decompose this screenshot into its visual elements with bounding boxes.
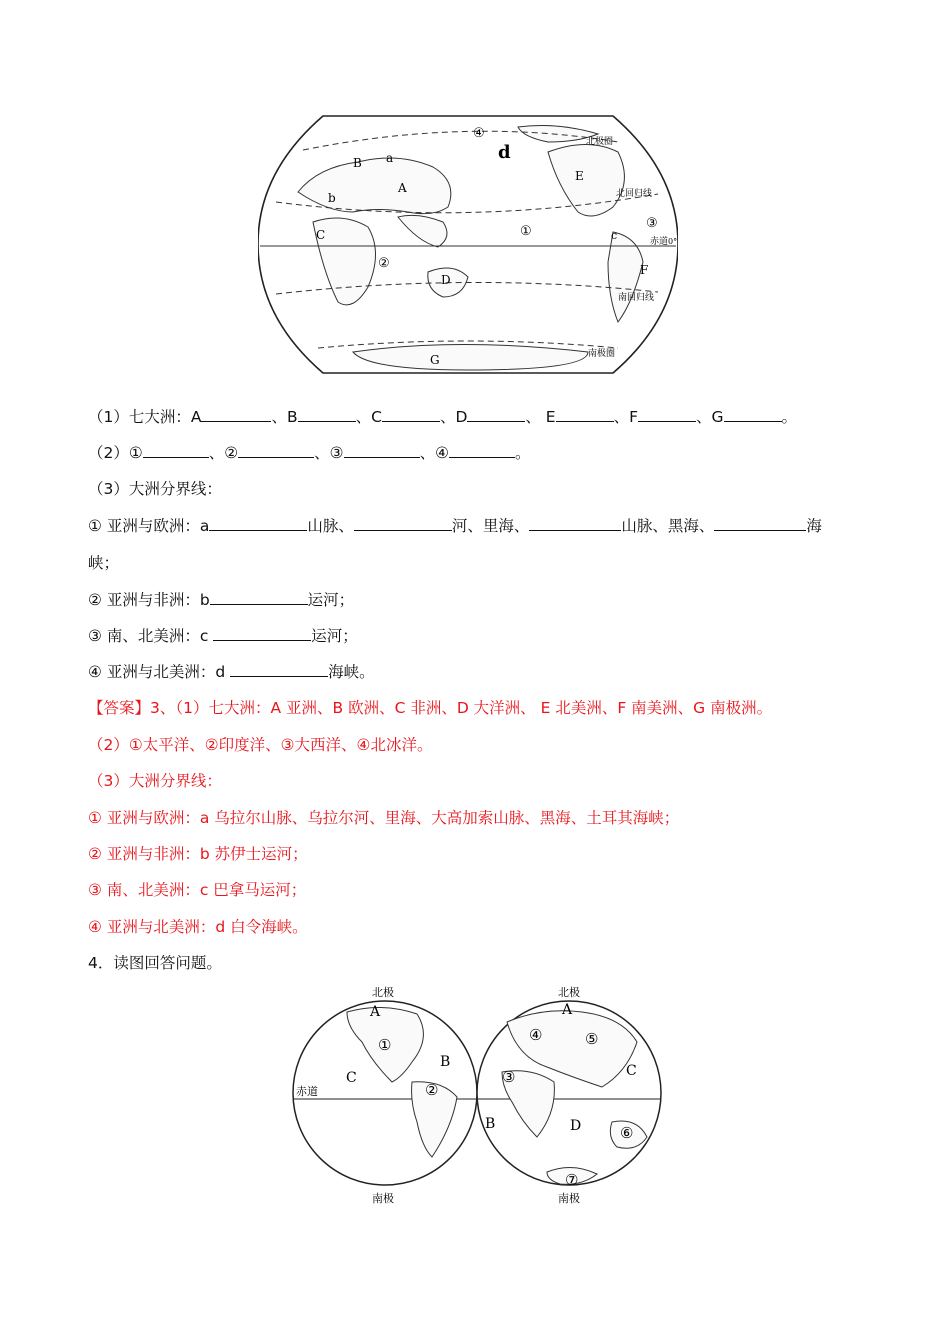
q3-line2: （2）① 、② 、③ 、④ 。 [88,444,531,462]
continent-label-b: B [353,156,362,170]
tropic-south-label: 南回归线 [618,293,655,303]
blank-e[interactable] [556,407,614,422]
blank-ocean-4[interactable] [449,443,515,458]
right-label-7: ⑦ [565,1171,579,1189]
blank-strait-d[interactable] [230,662,328,677]
answer-line5: ② 亚洲与非洲：b 苏伊士运河； [88,845,308,863]
left-label-2: ② [425,1081,439,1099]
right-label-a: A [562,1002,573,1018]
answer-line1: 【答案】3、（1）七大洲：A 亚洲、B 欧洲、C 非洲、D 大洋洲、 E 北美洲、F 南美洲、G 南极洲。 [88,699,773,717]
blank-river[interactable] [354,516,452,531]
blank-canal-c[interactable] [213,626,311,641]
antarctic-circle-label: 南极圈 [588,349,616,359]
left-label-1: ① [378,1036,392,1054]
ocean-label-1: ① [520,224,532,239]
q4-title: 4．读图回答问题。 [88,954,222,972]
ocean-label-4: ④ [473,126,485,141]
q3-line4: ① 亚洲与欧洲：a 山脉、 河、里海、 山脉、黑海、 海 [88,517,822,535]
continent-label-c: C [316,228,326,242]
right-north-pole: 北极 [558,986,580,999]
right-label-3: ③ [502,1068,516,1086]
tropic-north-label: 北回归线 [616,189,653,199]
left-label-c: C [346,1070,357,1086]
equator-degree-label: 0° [668,237,678,246]
boundary-label-c: c [611,229,618,242]
answer-line6: ③ 南、北美洲：c 巴拿马运河； [88,881,307,899]
world-map [258,112,678,377]
continent-label-d: D [441,273,451,287]
blank-strait[interactable] [714,516,806,531]
continent-label-e: E [575,169,584,183]
left-label-a: A [370,1004,381,1020]
answer-line3: （3）大洲分界线： [88,772,222,790]
q3-line7: ③ 南、北美洲：c 运河； [88,627,358,645]
blank-f[interactable] [638,407,696,422]
blank-canal-b[interactable] [210,590,308,605]
q3-line6: ② 亚洲与非洲：b 运河； [88,591,355,609]
equator-label: 赤道 [650,237,669,247]
answer-line7: ④ 亚洲与北美洲：d 白令海峡。 [88,918,308,936]
blank-mountain-2[interactable] [529,516,621,531]
q3-line8: ④ 亚洲与北美洲：d 海峡。 [88,663,375,681]
left-south-pole: 南极 [372,1192,394,1205]
blank-ocean-2[interactable] [238,443,314,458]
right-label-5: ⑤ [585,1030,599,1048]
right-label-6: ⑥ [620,1124,634,1142]
ocean-label-3: ③ [646,216,658,231]
answer-line2: （2）①太平洋、②印度洋、③大西洋、④北冰洋。 [88,736,433,754]
blank-ocean-1[interactable] [143,443,209,458]
right-label-4: ④ [529,1026,543,1044]
hemispheres-map [292,982,662,1207]
blank-d[interactable] [467,407,525,422]
continent-label-f: F [640,263,649,277]
boundary-label-b: b [328,191,336,205]
q3-line1: （1）七大洲：A 、B 、C 、D 、 E 、F 、G 。 [88,408,798,426]
equator-label-2: 赤道 [296,1085,318,1098]
blank-c[interactable] [382,407,440,422]
continent-label-a: A [398,181,407,195]
boundary-label-d: d [498,142,511,163]
right-label-d: D [570,1118,582,1134]
blank-ocean-3[interactable] [344,443,420,458]
right-label-c: C [626,1063,637,1079]
continent-label-g: G [430,353,440,367]
right-south-pole: 南极 [558,1192,580,1205]
blank-mountain-1[interactable] [209,516,307,531]
ocean-label-2: ② [378,256,390,271]
arctic-circle-label: 北极圈 [586,137,614,147]
answer-line4: ① 亚洲与欧洲：a 乌拉尔山脉、乌拉尔河、里海、大高加索山脉、黑海、土耳其海峡； [88,809,680,827]
left-north-pole: 北极 [372,986,394,999]
blank-a[interactable] [201,407,271,422]
blank-b[interactable] [298,407,356,422]
blank-g[interactable] [724,407,782,422]
boundary-label-a: a [386,151,394,165]
q3-line3: （3）大洲分界线： [88,480,222,498]
q3-line5: 峡； [88,554,120,572]
right-label-b: B [485,1116,496,1132]
left-label-b: B [440,1054,451,1070]
